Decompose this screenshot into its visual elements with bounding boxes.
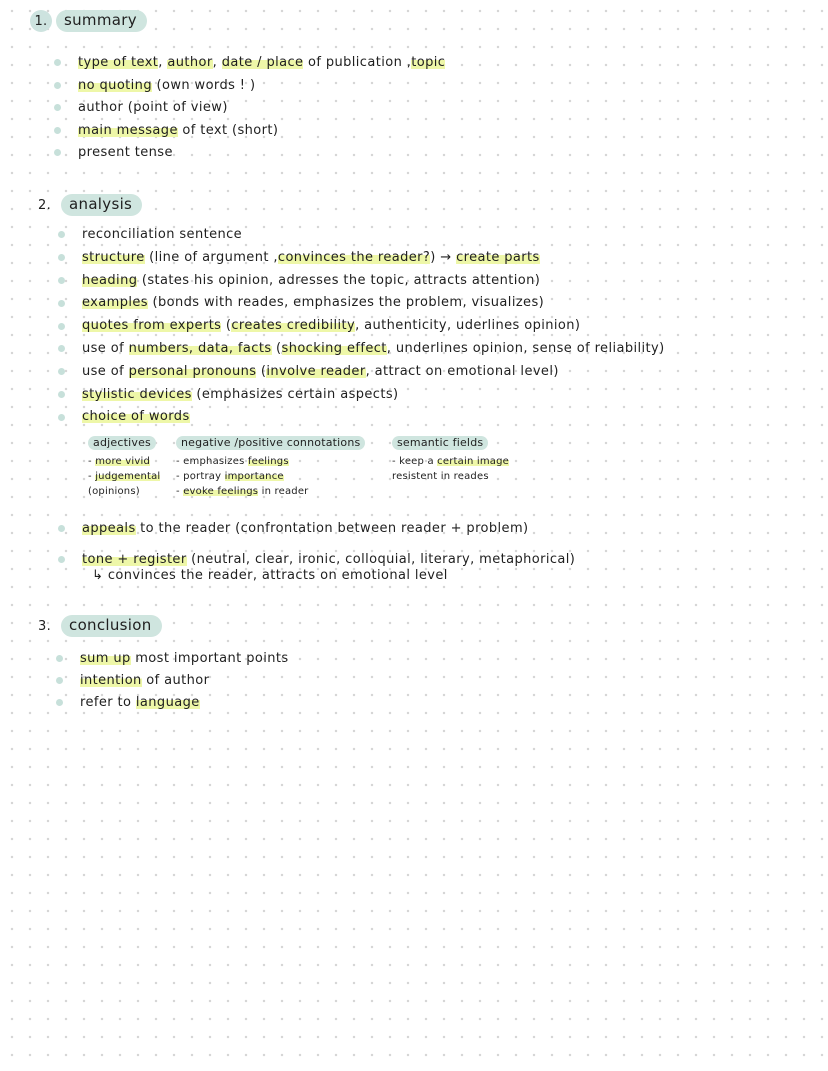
- bullet-item: [52, 97, 445, 120]
- note-text: (neutral, clear, ironic, colloquial, literary, metaphorical): [186, 552, 576, 567]
- section-title: analysis: [61, 194, 142, 216]
- words-column-header: adjectives: [88, 436, 156, 450]
- words-line: [176, 484, 365, 499]
- section-number: 2.: [38, 197, 52, 213]
- highlighted-text: more vivid: [95, 456, 151, 467]
- highlighted-text: tone + register: [82, 552, 187, 567]
- note-text: use of: [82, 363, 129, 379]
- highlighted-text: evoke feelings: [183, 486, 259, 497]
- note-text: -: [88, 471, 96, 482]
- note-text: use of: [82, 340, 129, 356]
- words-column: [392, 436, 509, 484]
- bullet-item: [56, 247, 665, 270]
- note-text: author (point of view): [78, 100, 228, 115]
- tone-sub-note: ↳ convinces the reader, attracts on emotional level: [92, 568, 448, 583]
- note-text: of publication ,: [303, 55, 412, 70]
- note-text: to the reader (confrontation between reader + problem): [135, 521, 529, 536]
- bullet-item: [52, 75, 445, 98]
- analysis-list-continued: [56, 513, 575, 575]
- bullet-item: [52, 52, 445, 75]
- bullet-item: [56, 224, 665, 247]
- bullet-item: [52, 142, 445, 165]
- note-text: reconciliation sentence: [82, 227, 243, 242]
- note-text: ,: [212, 55, 222, 70]
- highlighted-text: topic: [411, 55, 446, 70]
- highlighted-text: creates credibility: [231, 318, 356, 334]
- note-text: most important points: [130, 651, 289, 666]
- bullet-item: [54, 670, 289, 692]
- note-text: in reader: [258, 486, 309, 497]
- highlighted-text: appeals: [82, 521, 136, 536]
- highlighted-text: choice of words: [82, 409, 190, 425]
- note-text: ,: [158, 55, 168, 70]
- note-text: , authenticity, uderlines opinion): [355, 318, 581, 334]
- conclusion-list: [54, 648, 289, 714]
- section-number: 3.: [38, 618, 52, 634]
- words-line: [392, 469, 509, 484]
- highlighted-text: examples: [82, 295, 148, 311]
- highlighted-text: certain image: [437, 456, 510, 467]
- words-line: [88, 454, 160, 469]
- highlighted-text: sum up: [80, 651, 131, 666]
- bullet-item: [56, 270, 665, 293]
- note-text: - keep a: [392, 456, 438, 467]
- bullet-item: [56, 384, 665, 407]
- highlighted-text: language: [135, 695, 200, 710]
- highlighted-text: no quoting: [78, 77, 152, 93]
- highlighted-text: type of text: [78, 55, 159, 70]
- section-title: conclusion: [61, 615, 162, 637]
- highlighted-text: quotes from experts: [82, 318, 222, 334]
- note-text: resistent in reades: [392, 471, 489, 482]
- note-text: of text (short): [177, 122, 279, 138]
- note-text: of author: [141, 673, 210, 688]
- bullet-item: [54, 692, 289, 714]
- highlighted-text: author: [167, 55, 213, 70]
- highlighted-text: involve reader: [266, 363, 366, 379]
- note-text: -: [88, 456, 96, 467]
- highlighted-text: structure: [82, 249, 145, 265]
- note-text: (line of argument ,: [144, 249, 278, 265]
- note-text: - emphasizes: [176, 456, 248, 467]
- note-text: , attract on emotional level): [365, 363, 559, 379]
- note-text: (: [256, 363, 267, 379]
- words-column-header: semantic fields: [392, 436, 488, 450]
- words-line: [176, 454, 365, 469]
- section-heading-conclusion: [38, 615, 162, 637]
- note-text: -: [176, 486, 184, 497]
- note-text: (: [221, 318, 232, 334]
- bullet-item: [56, 292, 665, 315]
- words-line: [88, 484, 160, 499]
- highlighted-text: importance: [224, 471, 284, 482]
- note-text: (own words ! ): [151, 77, 256, 93]
- highlighted-text: numbers, data, facts: [128, 340, 272, 356]
- note-text: (: [271, 340, 282, 356]
- highlighted-text: judgemental: [95, 471, 161, 482]
- note-text: (states his opinion, adresses the topic, attracts attention): [137, 272, 541, 288]
- choice-of-words-table: [88, 436, 558, 506]
- bullet-item: [56, 513, 575, 544]
- note-text: refer to: [80, 695, 136, 710]
- section-number: 1.: [30, 10, 52, 32]
- highlighted-text: main message: [78, 122, 178, 138]
- highlighted-text: create parts: [456, 249, 540, 265]
- highlighted-text: personal pronouns: [128, 363, 257, 379]
- words-line: [392, 454, 509, 469]
- highlighted-text: date / place: [221, 55, 304, 70]
- note-text: present tense: [78, 145, 173, 160]
- bullet-item: [52, 120, 445, 143]
- note-text: , underlines opinion, sense of reliability): [386, 340, 665, 356]
- note-text: (bonds with reades, emphasizes the problem, visualizes): [147, 295, 545, 311]
- words-column: [88, 436, 160, 499]
- words-column-header: negative /positive connotations: [176, 436, 365, 450]
- summary-list: [52, 52, 445, 165]
- note-text: (emphasizes certain aspects): [191, 386, 399, 402]
- highlighted-text: convinces the reader?: [277, 249, 431, 265]
- note-text: ) →: [430, 249, 457, 265]
- section-heading-analysis: [38, 194, 142, 216]
- analysis-list: [56, 224, 665, 429]
- section-title: summary: [56, 10, 147, 32]
- highlighted-text: shocking effect: [281, 340, 387, 356]
- highlighted-text: stylistic devices: [82, 386, 192, 402]
- bullet-item: [56, 338, 665, 361]
- note-text: (opinions): [88, 486, 140, 497]
- words-line: [176, 469, 365, 484]
- words-column: [176, 436, 365, 499]
- words-line: [88, 469, 160, 484]
- bullet-item: [56, 361, 665, 384]
- note-text: - portray: [176, 471, 225, 482]
- highlighted-text: intention: [80, 673, 142, 688]
- bullet-item: [56, 406, 665, 429]
- bullet-item: [56, 315, 665, 338]
- highlighted-text: feelings: [247, 456, 289, 467]
- highlighted-text: heading: [82, 272, 138, 288]
- bullet-item: [54, 648, 289, 670]
- section-heading-summary: [30, 10, 147, 32]
